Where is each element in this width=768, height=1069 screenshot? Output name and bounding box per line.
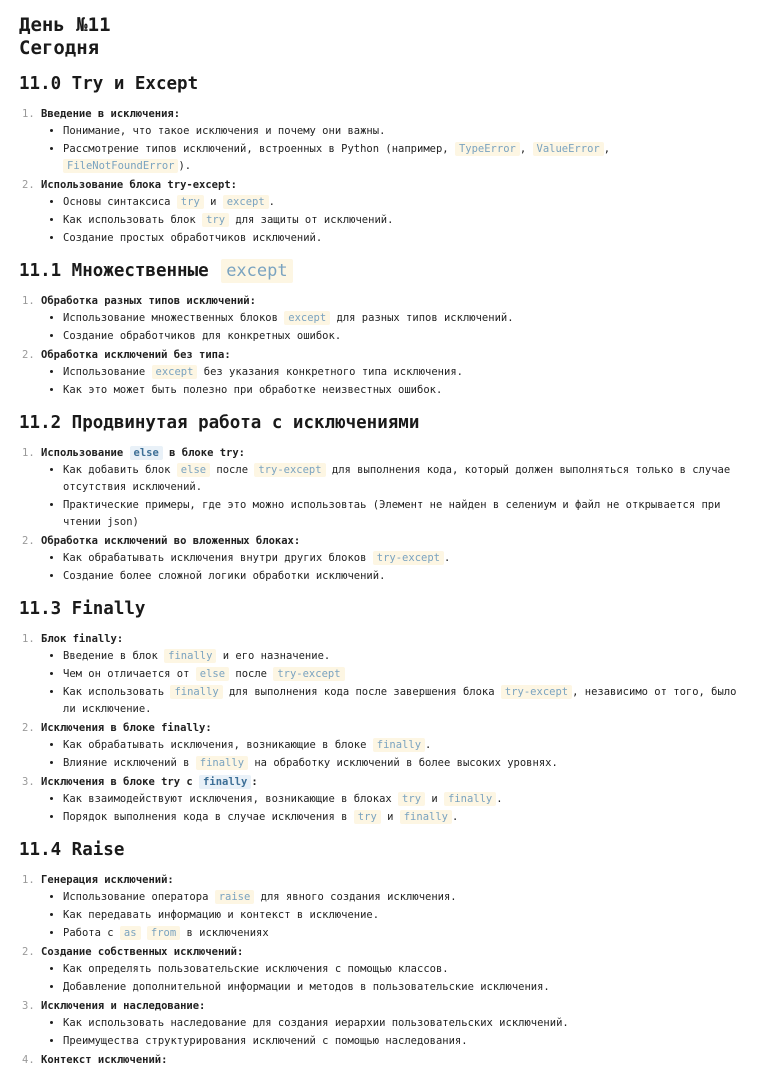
text: Влияние исключений в <box>63 757 196 769</box>
text: и его назначение. <box>216 650 331 662</box>
section-heading: 11.4 Raise <box>19 840 125 860</box>
bullet: • Как определять пользовательские исключения с помощью классов. <box>63 961 748 978</box>
bullet <box>63 550 748 567</box>
bullet <box>63 194 748 211</box>
text: после <box>229 668 274 680</box>
text: для выполнения кода после завершения блока <box>222 686 501 698</box>
bullet <box>63 755 748 772</box>
item-title: Контекст исключений: <box>41 1054 168 1066</box>
bullet-list <box>41 1015 748 1050</box>
item-title: Обработка исключений без типа: <box>41 349 231 361</box>
list-item <box>41 872 748 942</box>
item-title: Создание собственных исключений: <box>41 946 244 958</box>
text: Работа с <box>63 927 120 939</box>
text: для защиты от исключений. <box>229 214 394 226</box>
inline-code: finally <box>164 649 216 663</box>
text: . <box>268 196 275 208</box>
item-title: Исключения в блоке finally: <box>41 722 212 734</box>
text: Использование оператора <box>63 891 215 903</box>
list-item <box>41 177 748 247</box>
item-title: Блок finally: <box>41 633 124 645</box>
item-title: Генерация исключений: <box>41 874 174 886</box>
item-title: Введение в исключения: <box>41 108 181 120</box>
inline-code: raise <box>215 890 255 904</box>
text: . <box>496 793 503 805</box>
inline-code: finally <box>444 792 496 806</box>
item-title: Исключения и наследование: <box>41 1000 206 1012</box>
inline-code: TypeError <box>455 142 520 156</box>
bullet-list <box>41 550 748 585</box>
list-item <box>41 445 748 531</box>
bullet-list <box>41 310 748 345</box>
section-heading <box>19 259 748 283</box>
item-title <box>41 446 245 460</box>
inline-code: finally <box>373 738 425 752</box>
bullet: • Как использовать наследование для создания иерархии пользовательских исключений. <box>63 1015 748 1032</box>
list-item <box>41 1052 748 1069</box>
bullet: • Понимание, что такое исключения и почему они важны. <box>63 123 748 140</box>
list-item <box>41 720 748 772</box>
text: , <box>519 143 533 155</box>
item-title: Обработка исключений во вложенных блоках: <box>41 535 301 547</box>
inline-code: except <box>223 195 269 209</box>
bullet <box>63 809 748 826</box>
list-item <box>41 533 748 585</box>
inline-code: except <box>221 259 292 283</box>
bullet <box>63 212 748 229</box>
bullet <box>63 737 748 754</box>
text: Использование <box>41 447 130 459</box>
heading-text: 11.1 Множественные <box>19 261 220 281</box>
text: Использование множественных блоков <box>63 312 285 324</box>
bullet: • Преимущества структурирования исключений с помощью наследования. <box>63 1033 748 1050</box>
bullet <box>63 462 748 496</box>
bullet: • Практические примеры, где это можно использовтаь (Элемент не найден в селениум и файл не открывается при чтении json) <box>63 497 748 531</box>
bullet: • Создание обработчиков для конкретных ошибок. <box>63 328 748 345</box>
list-item <box>41 631 748 718</box>
text: , <box>603 143 611 155</box>
inline-code: from <box>147 926 180 940</box>
inline-code: try <box>202 213 229 227</box>
text: для явного создания исключения. <box>254 891 457 903</box>
text: . <box>425 739 432 751</box>
text: в блоке try: <box>162 447 245 459</box>
text: для разных типов исключений. <box>330 312 514 324</box>
bullet <box>63 791 748 808</box>
bullet: • Как это может быть полезно при обработке неизвестных ошибок. <box>63 382 748 399</box>
inline-code: try-except <box>254 463 325 477</box>
text: Как обрабатывать исключения внутри других блоков <box>63 552 373 564</box>
bullet-list <box>41 737 748 772</box>
text: Как использовать <box>63 686 171 698</box>
item-title: Обработка разных типов исключений: <box>41 295 256 307</box>
bullet <box>63 648 748 665</box>
inline-code: try-except <box>373 551 444 565</box>
bullet-list <box>41 648 748 718</box>
list-item <box>41 774 748 826</box>
inline-code: except <box>284 311 330 325</box>
bullet-list <box>41 364 748 399</box>
bullet <box>63 666 748 683</box>
bullet <box>63 141 748 175</box>
text: Исключения в блоке try с <box>41 776 200 788</box>
item-title: Использование блока try-except: <box>41 179 237 191</box>
text: Порядок выполнения кода в случае исключения в <box>63 811 354 823</box>
inline-code: as <box>120 926 141 940</box>
text: без указания конкретного типа исключения. <box>197 366 463 378</box>
page-title: День №11 <box>19 14 111 36</box>
text: Введение в блок <box>63 650 165 662</box>
bullet-list <box>41 889 748 942</box>
bullet <box>63 310 748 327</box>
section-list <box>19 631 748 826</box>
bullet-list <box>41 791 748 826</box>
text: Чем он отличается от <box>63 668 196 680</box>
inline-code: try <box>398 792 425 806</box>
inline-code: FileNotFoundError <box>63 159 178 173</box>
bullet <box>63 684 748 718</box>
page-subtitle: Сегодня <box>19 37 100 59</box>
bullet-list <box>41 961 748 996</box>
bullet: • Как передавать информацию и контекст в исключение. <box>63 907 748 924</box>
text: Рассмотрение типов исключений, встроенных в Python (например, <box>63 143 455 155</box>
section-heading: 11.2 Продвинутая работа с исключениями <box>19 413 420 433</box>
item-title <box>41 775 258 789</box>
bullet-list <box>41 194 748 247</box>
text: . <box>452 811 459 823</box>
section-list <box>19 872 748 1069</box>
inline-code: else <box>177 463 210 477</box>
inline-code: try <box>354 810 381 824</box>
text: Как добавить блок <box>63 464 177 476</box>
list-item <box>41 998 748 1050</box>
list-item <box>41 944 748 996</box>
bullet: • Добавление дополнительной информации и методов в пользовательские исключения. <box>63 979 748 996</box>
inline-code: try-except <box>501 685 572 699</box>
text: Как взаимодействуют исключения, возникающие в блоках <box>63 793 399 805</box>
section-heading: 11.3 Finally <box>19 599 146 619</box>
text: Как использовать блок <box>63 214 203 226</box>
bullet <box>63 364 748 381</box>
text: в исключениях <box>180 927 269 939</box>
section-list <box>19 293 748 399</box>
text: : <box>251 776 258 788</box>
text: после <box>210 464 255 476</box>
text: Основы синтаксиса <box>63 196 177 208</box>
inline-code: finally <box>400 810 452 824</box>
inline-code: else <box>196 667 229 681</box>
text: для выполнения кода, который должен выполняться только в случае отсутствия исключений. <box>63 464 731 493</box>
inline-code: try <box>177 195 204 209</box>
text <box>141 927 147 939</box>
section-list <box>19 106 748 247</box>
section-list <box>19 445 748 585</box>
text: и <box>380 811 400 823</box>
text: , независимо от того, было ли исключение. <box>63 686 737 715</box>
inline-code: finally <box>199 775 251 789</box>
list-item <box>41 347 748 399</box>
bullet <box>63 889 748 906</box>
bullet-list <box>41 462 748 531</box>
bullet <box>63 925 748 942</box>
inline-code: else <box>130 446 163 460</box>
bullet: • Создание более сложной логики обработки исключений. <box>63 568 748 585</box>
text: и <box>203 196 223 208</box>
text: на обработку исключений в более высоких уровнях. <box>248 757 558 769</box>
inline-code: finally <box>170 685 222 699</box>
section-heading: 11.0 Try и Except <box>19 74 199 94</box>
list-item <box>41 293 748 345</box>
text: Использование <box>63 366 152 378</box>
text: ). <box>178 160 192 172</box>
inline-code: finally <box>196 756 248 770</box>
list-item <box>41 106 748 175</box>
inline-code: try-except <box>273 667 344 681</box>
inline-code: ValueError <box>533 142 604 156</box>
bullet-list <box>41 123 748 175</box>
text: и <box>425 793 444 805</box>
bullet: • Создание простых обработчиков исключений. <box>63 230 748 247</box>
text: Как обрабатывать исключения, возникающие в блоке <box>63 739 373 751</box>
inline-code: except <box>152 365 198 379</box>
text: . <box>443 552 451 564</box>
